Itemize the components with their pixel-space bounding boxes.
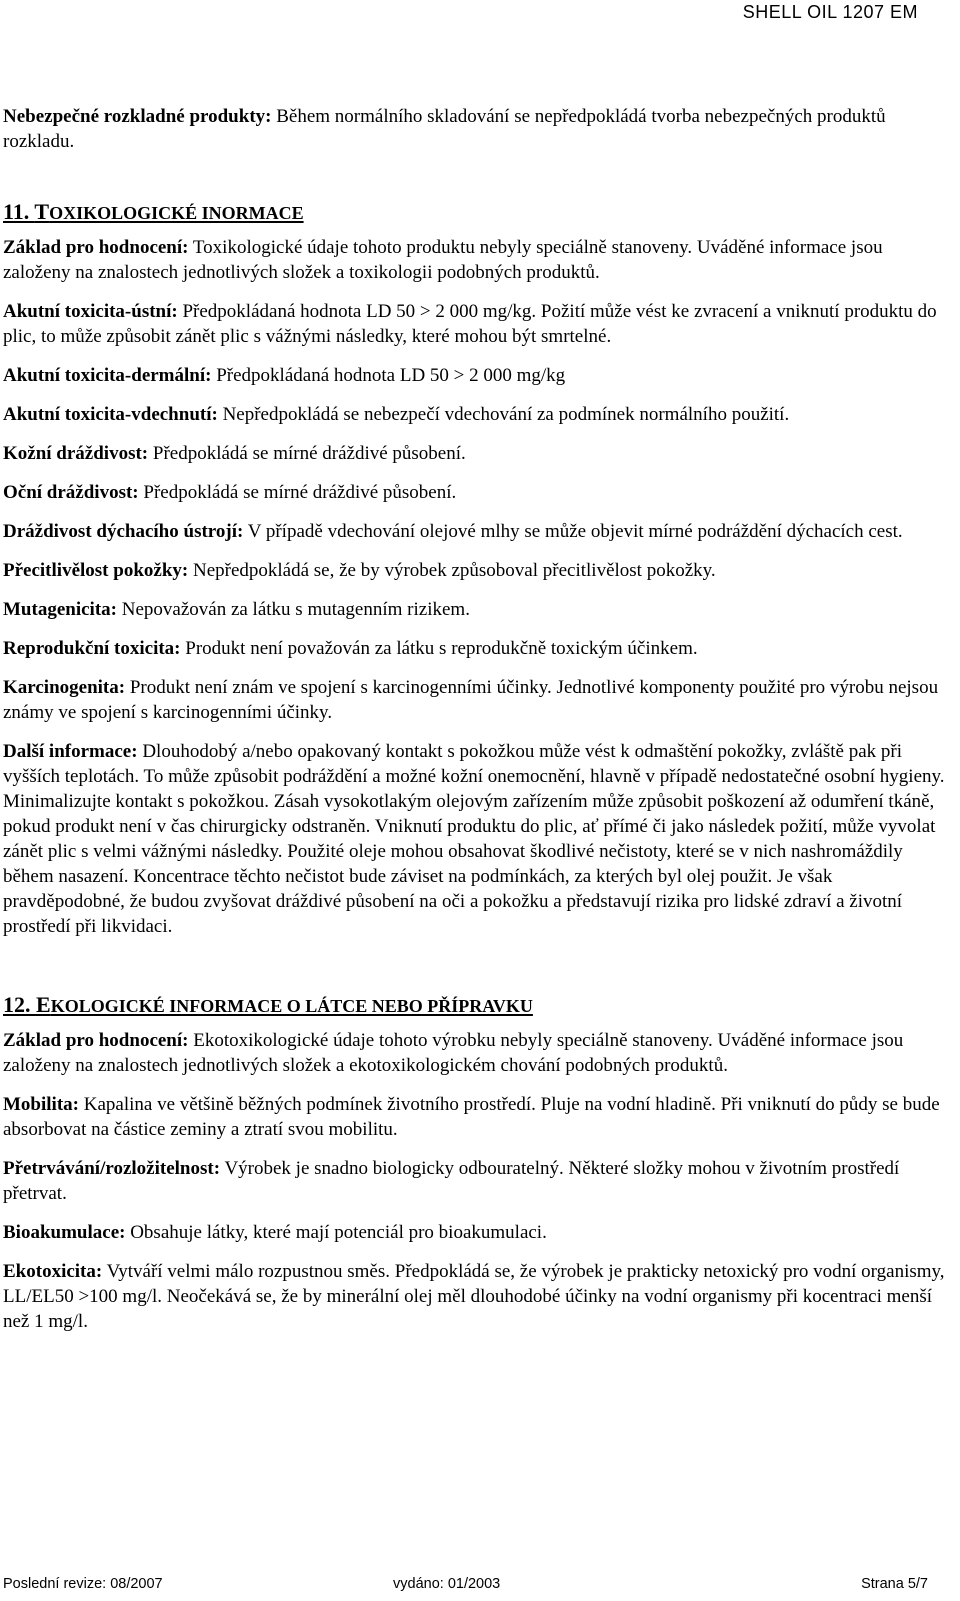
tox-paragraph: Oční dráždivost: Předpokládá se mírné dráždivé působení. [3, 482, 457, 503]
tox-paragraph: Karcinogenita: Produkt není znám ve spojení s karcinogenními účinky. Jednotlivé komponenty použité pro výrobu nejsou známy ve spojení s karcinogenními účinky. [3, 677, 939, 723]
tox-paragraph: Kožní dráždivost: Předpokládá se mírné dráždivé působení. [3, 443, 466, 464]
decomposition-products-paragraph [3, 104, 948, 154]
eco-paragraph: Ekotoxicita: Vytváří velmi málo rozpustnou směs. Předpokládá se, že výrobek je prakticky netoxický pro vodní organismy, LL/EL50 >100 mg/l. Neočekává se, že by minerální olej měl dlouhodobé účinky na vodní organismy při kocentraci menší než 1 mg/l. [3, 1261, 945, 1332]
tox-paragraph: Základ pro hodnocení: Toxikologické údaje tohoto produktu nebyly speciálně stanoveny. Uváděné informace jsou založeny na znalostech jednotlivých složek a toxikologii podobných produktů. [3, 237, 883, 283]
eco-paragraph: Přetrvávání/rozložitelnost: Výrobek je snadno biologicky odbouratelný. Některé složky mohou v životním prostředí přetrvat. [3, 1158, 900, 1204]
tox-paragraph: Akutní toxicita-vdechnutí: Nepředpokládá se nebezpečí vdechování za podmínek normálního použití. [3, 404, 790, 425]
tox-paragraph: Reprodukční toxicita: Produkt není považován za látku s reprodukčně toxickým účinkem. [3, 638, 698, 659]
tox-paragraph: Dráždivost dýchacího ústrojí: V případě vdechování olejové mlhy se může objevit mírné podráždění dýchacích cest. [3, 521, 903, 542]
footer-page-number: Strana 5/7 [861, 1576, 928, 1592]
tox-paragraph: Akutní toxicita-ústní: Předpokládaná hodnota LD 50 > 2 000 mg/kg. Požití může vést ke zvracení a vniknutí produktu do plic, to může způsobit zánět plic s vážnými následky, které mohou být smrtelné. [3, 301, 937, 347]
tox-paragraph: Přecitlivělost pokožky: Nepředpokládá se, že by výrobek způsoboval přecitlivělost pokožky. [3, 560, 716, 581]
eco-paragraph: Mobilita: Kapalina ve většině běžných podmínek životního prostředí. Pluje na vodní hladině. Při vniknutí do půdy se bude absorbovat na částice zeminy a ztratí svou mobilitu. [3, 1094, 940, 1140]
eco-paragraph: Základ pro hodnocení: Ekotoxikologické údaje tohoto výrobku nebyly speciálně stanoveny. Uváděné informace jsou založeny na znalostech jednotlivých složek a ekotoxikologickém chování podobných produktů. [3, 1030, 904, 1076]
document-body [3, 104, 948, 1348]
paragraph-label: Nebezpečné rozkladné produkty: [3, 106, 272, 127]
paragraph-text: Během normálního skladování se nepředpokládá tvorba nebezpečných produktů rozkladu. [3, 106, 886, 152]
section-11-heading: 11. TOXIKOLOGICKÉ INORMACE [3, 199, 304, 224]
tox-paragraph: Mutagenicita: Nepovažován za látku s mutagenním rizikem. [3, 599, 470, 620]
footer-issued: vydáno: 01/2003 [393, 1576, 501, 1592]
tox-paragraph: Další informace: Dlouhodobý a/nebo opakovaný kontakt s pokožkou může vést k odmaštění pokožky, zvláště pak při vyšších teplotách. To může způsobit podráždění a možné kožní onemocnění, hlavně v případě nedostatečné osobní hygieny. Minimalizujte kontakt s pokožkou. Zásah vysokotlakým olejovým zařízením může způsobit poškození až odumření tkáně, pokud produkt není v čas chirurgicky odstraněn. Vniknutí produktu do plic, ať přímé či jako následek požití, může vyvolat zánět plic s velmi vážnými následky. Použité oleje mohou obsahovat škodlivé nečistoty, které se v nich nashromáždily během nasazení. Koncentrace těchto nečistot bude záviset na podmínkách, za kterých byl olej použit. Je však pravděpodobné, že budou zvyšovat dráždivé působení na oči a pokožku a představují rizika pro lidské zdraví a životní prostředí při likvidaci. [3, 741, 945, 937]
footer-revision: Poslední revize: 08/2007 [3, 1576, 163, 1592]
document-header-title: SHELL OIL 1207 EM [742, 2, 918, 22]
tox-paragraph: Akutní toxicita-dermální: Předpokládaná hodnota LD 50 > 2 000 mg/kg [3, 365, 566, 386]
eco-paragraph: Bioakumulace: Obsahuje látky, které mají potenciál pro bioakumulaci. [3, 1222, 547, 1243]
section-11-items [3, 235, 948, 939]
section-12-heading: 12. EKOLOGICKÉ INFORMACE O LÁTCE NEBO PŘÍPRAVKU [3, 992, 533, 1017]
section-12-items [3, 1028, 948, 1334]
